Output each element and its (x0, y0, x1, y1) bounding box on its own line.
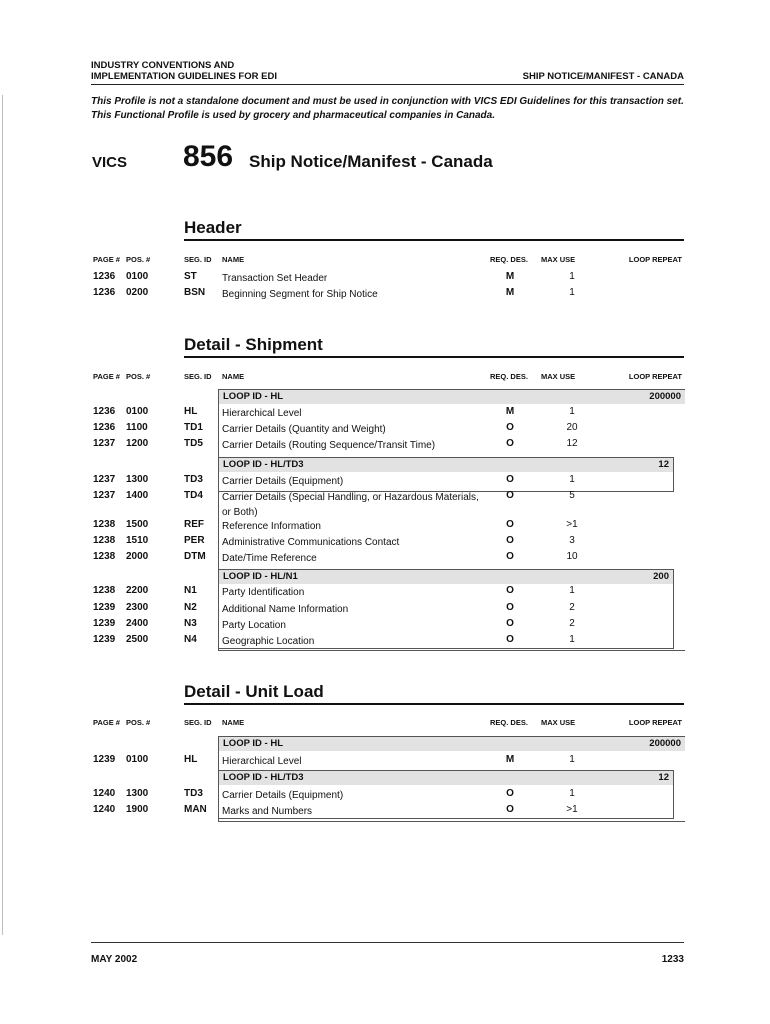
cell-max: 1 (569, 474, 575, 485)
col-req: REQ. DES. (490, 718, 528, 727)
cell-page: 1239 (93, 634, 116, 645)
cell-seg: BSN (184, 287, 206, 298)
loop-label: LOOP ID - HL (223, 391, 283, 402)
page-margin-line (2, 95, 3, 935)
cell-req: O (506, 634, 514, 645)
cell-name: Additional Name Information (222, 604, 349, 615)
cell-max: 1 (569, 287, 575, 298)
loop-header-td3 (219, 771, 673, 785)
cell-max: 1 (569, 585, 575, 596)
loop-header-hl (219, 737, 685, 751)
col-name: NAME (222, 255, 245, 264)
col-page: PAGE # (93, 255, 120, 264)
cell-req: O (506, 551, 514, 562)
cell-name: Carrier Details (Special Handling, or Hazardous Materials, or Both) (222, 492, 479, 518)
cell-pos: 1300 (126, 788, 149, 799)
section-title-header: Header (184, 218, 242, 237)
cell-page: 1239 (93, 618, 116, 629)
cell-max: 1 (569, 634, 575, 645)
section-rule (184, 356, 684, 358)
cell-pos: 1100 (126, 422, 148, 433)
cell-pos: 2500 (126, 634, 149, 645)
cell-page: 1237 (93, 474, 116, 485)
cell-name: Carrier Details (Equipment) (222, 476, 344, 487)
cell-req: O (506, 788, 514, 799)
footer-page-number: 1233 (661, 954, 684, 965)
col-loop: LOOP REPEAT (628, 255, 682, 264)
col-max: MAX USE (541, 372, 576, 381)
cell-seg: HL (184, 754, 198, 765)
loop-label: LOOP ID - HL/TD3 (223, 772, 304, 783)
running-header-right: SHIP NOTICE/MANIFEST - CANADA (522, 71, 684, 82)
cell-pos: 2400 (126, 618, 149, 629)
cell-seg: N3 (184, 618, 197, 629)
col-pos: POS. # (126, 372, 151, 381)
cell-name: Party Identification (222, 587, 305, 598)
column-headers (0, 255, 770, 267)
loop-repeat: 200000 (649, 738, 681, 749)
cell-seg: N2 (184, 602, 197, 613)
cell-page: 1239 (93, 754, 116, 765)
cell-max: 12 (566, 438, 578, 449)
col-req: REQ. DES. (490, 372, 528, 381)
cell-pos: 1200 (126, 438, 149, 449)
cell-name: Carrier Details (Quantity and Weight) (222, 424, 386, 435)
cell-seg: REF (184, 519, 204, 530)
cell-max: 2 (569, 602, 575, 613)
cell-name: Marks and Numbers (222, 806, 313, 817)
col-loop: LOOP REPEAT (628, 718, 682, 727)
col-page: PAGE # (93, 718, 120, 727)
cell-req: M (505, 406, 515, 417)
section-rule (184, 239, 684, 241)
col-pos: POS. # (126, 255, 151, 264)
cell-max: >1 (566, 804, 578, 815)
cell-page: 1238 (93, 519, 116, 530)
cell-pos: 2200 (126, 585, 149, 596)
cell-seg: HL (184, 406, 198, 417)
section-title-unit-load: Detail - Unit Load (184, 682, 324, 701)
loop-label: LOOP ID - HL/TD3 (223, 459, 304, 470)
cell-page: 1238 (93, 535, 116, 546)
col-loop: LOOP REPEAT (628, 372, 682, 381)
footer-rule (91, 942, 684, 943)
cell-pos: 0100 (126, 754, 149, 765)
cell-page: 1237 (93, 490, 116, 501)
cell-req: O (506, 618, 514, 629)
loop-repeat: 12 (658, 459, 669, 470)
loop-header-n1 (219, 570, 673, 584)
col-max: MAX USE (541, 255, 576, 264)
cell-max: 1 (569, 788, 575, 799)
cell-name: Transaction Set Header (222, 273, 328, 284)
cell-max: 1 (569, 406, 575, 417)
col-seg: SEG. ID (184, 255, 212, 264)
loop-label: LOOP ID - HL (223, 738, 283, 749)
cell-page: 1236 (93, 422, 116, 433)
section-rule (184, 703, 684, 705)
cell-name: Geographic Location (222, 636, 315, 647)
column-headers (0, 718, 770, 730)
cell-page: 1236 (93, 287, 116, 298)
loop-header-hl (219, 390, 685, 404)
cell-seg: TD4 (184, 490, 203, 501)
cell-name: Administrative Communications Contact (222, 537, 400, 548)
cell-seg: N4 (184, 634, 197, 645)
cell-req: O (506, 438, 514, 449)
cell-name: Date/Time Reference (222, 553, 317, 564)
cell-max: 20 (566, 422, 578, 433)
cell-page: 1240 (93, 788, 116, 799)
cell-req: O (506, 535, 514, 546)
loop-repeat: 200 (653, 571, 669, 582)
cell-name: Party Location (222, 620, 286, 631)
cell-max: 3 (569, 535, 575, 546)
cell-max: 10 (566, 551, 578, 562)
transaction-set-title: Ship Notice/Manifest - Canada (249, 152, 493, 171)
cell-pos: 0200 (126, 287, 149, 298)
cell-seg: TD5 (184, 438, 203, 449)
cell-page: 1238 (93, 585, 116, 596)
cell-name: Carrier Details (Equipment) (222, 790, 344, 801)
header-line-1: INDUSTRY CONVENTIONS AND (91, 60, 235, 71)
running-header-left (91, 60, 277, 82)
cell-seg: TD3 (184, 474, 203, 485)
cell-seg: MAN (184, 804, 207, 815)
col-seg: SEG. ID (184, 718, 212, 727)
cell-page: 1236 (93, 406, 116, 417)
cell-seg: N1 (184, 585, 197, 596)
cell-page: 1236 (93, 271, 116, 282)
cell-page: 1238 (93, 551, 116, 562)
cell-pos: 0100 (126, 406, 149, 417)
transaction-set-number: 856 (183, 140, 234, 173)
cell-pos: 0100 (126, 271, 149, 282)
cell-req: O (506, 585, 514, 596)
col-pos: POS. # (126, 718, 151, 727)
cell-seg: ST (184, 271, 197, 282)
cell-max: 1 (569, 271, 575, 282)
col-name: NAME (222, 372, 245, 381)
cell-max: >1 (566, 519, 578, 530)
cell-seg: TD3 (184, 788, 203, 799)
cell-pos: 1300 (126, 474, 149, 485)
col-page: PAGE # (93, 372, 120, 381)
header-rule (91, 84, 684, 85)
cell-max: 2 (569, 618, 575, 629)
header-line-2: IMPLEMENTATION GUIDELINES FOR EDI (91, 71, 277, 82)
cell-req: M (505, 271, 515, 282)
column-headers (0, 372, 770, 384)
cell-page: 1239 (93, 602, 116, 613)
col-name: NAME (222, 718, 245, 727)
footer-date: MAY 2002 (91, 954, 138, 965)
cell-req: O (506, 804, 514, 815)
loop-header-td3 (219, 458, 673, 472)
cell-req: M (505, 287, 515, 298)
cell-name: Hierarchical Level (222, 756, 302, 767)
cell-pos: 2300 (126, 602, 149, 613)
cell-pos: 1510 (126, 535, 149, 546)
cell-req: O (506, 519, 514, 530)
cell-name: Hierarchical Level (222, 408, 302, 419)
cell-seg: DTM (184, 551, 206, 562)
profile-note: This Profile is not a standalone document and must be used in conjunction with VICS EDI Guidelines for this transaction set. This Functional Profile is used by grocery and pharmaceutical companies in Canada. (91, 96, 684, 121)
cell-req: O (506, 490, 514, 501)
cell-max: 1 (569, 754, 575, 765)
cell-name: Reference Information (222, 521, 321, 532)
col-req: REQ. DES. (490, 255, 528, 264)
col-seg: SEG. ID (184, 372, 212, 381)
section-title-shipment: Detail - Shipment (184, 335, 323, 354)
cell-page: 1237 (93, 438, 116, 449)
cell-req: O (506, 474, 514, 485)
cell-req: M (505, 754, 515, 765)
cell-seg: PER (184, 535, 205, 546)
loop-repeat: 12 (658, 772, 669, 783)
cell-pos: 2000 (126, 551, 149, 562)
cell-seg: TD1 (184, 422, 203, 433)
cell-max: 5 (569, 490, 575, 501)
cell-name: Carrier Details (Routing Sequence/Transit Time) (222, 440, 436, 451)
loop-repeat: 200000 (649, 391, 681, 402)
cell-pos: 1900 (126, 804, 149, 815)
cell-name: Beginning Segment for Ship Notice (222, 289, 378, 300)
loop-label: LOOP ID - HL/N1 (223, 571, 298, 582)
cell-req: O (506, 602, 514, 613)
cell-pos: 1400 (126, 490, 149, 501)
cell-req: O (506, 422, 514, 433)
col-max: MAX USE (541, 718, 576, 727)
cell-pos: 1500 (126, 519, 149, 530)
cell-page: 1240 (93, 804, 116, 815)
org-label: VICS (92, 154, 128, 171)
